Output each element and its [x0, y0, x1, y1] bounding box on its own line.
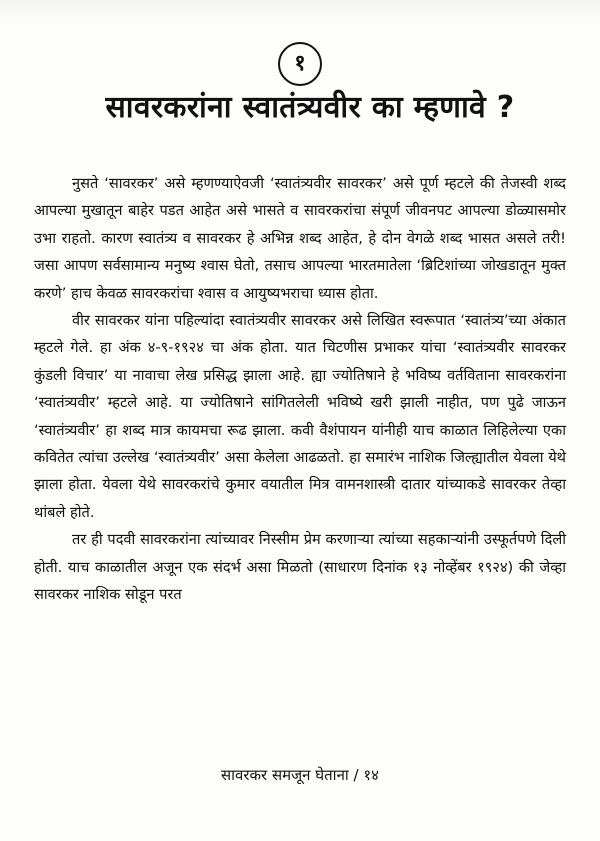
paragraph-1: नुसते ‘सावरकर’ असे म्हणण्याऐवजी ‘स्वातंत्र्यवीर सावरकर’ असे पूर्ण म्हटले की तेजस्वी शब्द आपल्या मुखातून बाहेर पडत आहेत असे भासते व सावरकरांचा संपूर्ण जीवनपट आपल्या डोळ्यासमोर उभा राहतो. कारण स्वातंत्र्य व सावरकर हे अभिन्न शब्द आहेत, हे दोन वेगळे शब्द भासत असले तरी! जसा आपण सर्वसामान्य मनुष्य श्वास घेतो, तसाच आपल्या भारतमातेला ‘ब्रिटिशांच्या जोखडातून मुक्त करणे’ हाच केवळ सावरकरांचा श्वास व आयुष्यभराचा ध्यास होता. — [34, 175, 566, 302]
paragraph-3: तर ही पदवी सावरकरांना त्यांच्यावर निस्सीम प्रेम करणाऱ्या त्यांच्या सहकाऱ्यांनी उस्फूर्तपणे दिली होती. याच काळातील अजून एक संदर्भ असा मिळतो (साधारण दिनांक १३ नोव्हेंबर १९२४) की जेव्हा सावरकर नाशिक सोडून परत — [34, 531, 566, 604]
chapter-number-badge — [278, 42, 322, 86]
show-through-shadow — [0, 0, 600, 20]
chapter-number: १ — [294, 51, 306, 76]
running-footer: सावरकर समजून घेताना / १४ — [221, 766, 379, 784]
chapter-title: सावरकरांना स्वातंत्र्यवीर का म्हणावे ? — [105, 90, 515, 125]
body-text — [34, 170, 566, 609]
paragraph-2: वीर सावरकर यांना पहिल्यांदा स्वातंत्र्यवीर सावरकर असे लिखित स्वरूपात ‘स्वातंत्र्य’च्या अंकात म्हटले गेले. हा अंक ४-९-१९२४ चा अंक होता. यात चिटणीस प्रभाकर यांचा ‘स्वातंत्र्यवीर सावरकर कुंडली विचार’ या नावाचा लेख प्रसिद्ध झाला आहे. ह्या ज्योतिषाने हे भविष्य वर्तविताना सावरकरांना ‘स्वातंत्र्यवीर’ म्हटले आहे. या ज्योतिषाने सांगितलेली भविष्ये खरी झाली नाहीत, पण पुढे जाऊन ‘स्वातंत्र्यवीर’ हा शब्द मात्र कायमचा रूढ झाला. कवी वैशंपायन यांनीही याच काळात लिहिलेल्या एका कवितेत त्यांचा उल्लेख ‘स्वातंत्र्यवीर’ असा केलेला आढळतो. हा समारंभ नाशिक जिल्ह्यातील येवला येथे झाला होता. येवला येथे सावरकरांचे कुमार वयातील मित्र वामनशास्त्री दातार यांच्याकडे सावरकर तेव्हा थांबले होते. — [34, 312, 566, 521]
